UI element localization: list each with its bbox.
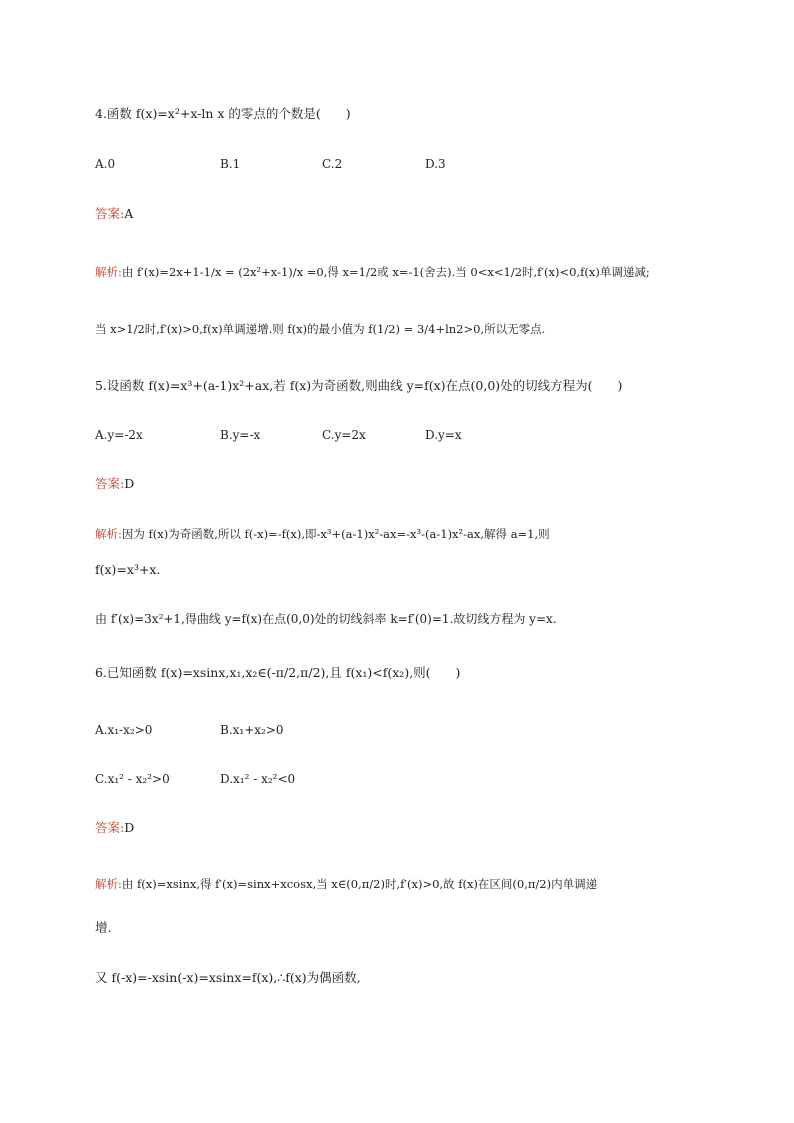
q6-analysis-1 xyxy=(95,876,597,892)
q5-stem: 5.设函数 f(x)=x³+(a-1)x²+ax,若 f(x)为奇函数,则曲线 y=f(x)在点(0,0)处的切线方程为( ) xyxy=(95,378,623,393)
q4-choice-c: C.2 xyxy=(322,157,343,171)
q4-choice-a: A.0 xyxy=(95,157,116,171)
q4-analysis-1 xyxy=(95,264,650,280)
q5-choice-c: C.y=2x xyxy=(322,428,366,442)
q6-choice-a: A.x₁-x₂>0 xyxy=(95,723,153,737)
answer-value: D xyxy=(124,476,135,491)
analysis-label: 解析: xyxy=(95,527,122,541)
analysis-label: 解析: xyxy=(95,877,122,891)
q4-analysis-2: 当 x>1/2时,f′(x)>0,f(x)单调递增.则 f(x)的最小值为 f(1/2) = 3/4+ln2>0,所以无零点. xyxy=(95,322,546,336)
q5-analysis-2: f(x)=x³+x. xyxy=(95,562,161,577)
analysis-label: 解析: xyxy=(95,265,122,279)
analysis-text: 由 f(x)=xsinx,得 f′(x)=sinx+xcosx,当 x∈(0,π/2)时,f′(x)>0,故 f(x)在区间(0,π/2)内单调递 xyxy=(121,877,598,891)
q4-answer xyxy=(95,206,133,222)
q5-answer xyxy=(95,476,134,492)
answer-label: 答案: xyxy=(95,206,125,221)
q5-analysis-1 xyxy=(95,526,550,542)
analysis-text: 由 f′(x)=2x+1-1/x = (2x²+x-1)/x =0,得 x=1/2或 x=-1(舍去).当 0<x<1/2时,f′(x)<0,f(x)单调递减; xyxy=(121,265,650,279)
q4-choice-d: D.3 xyxy=(425,157,446,171)
q5-choice-b: B.y=-x xyxy=(220,428,261,442)
q6-choice-b: B.x₁+x₂>0 xyxy=(220,723,284,737)
q6-analysis-3: 又 f(-x)=-xsin(-x)=xsinx=f(x),∴f(x)为偶函数, xyxy=(95,970,361,985)
q6-choice-d: D.x₁² - x₂²<0 xyxy=(220,772,296,786)
q6-stem: 6.已知函数 f(x)=xsinx,x₁,x₂∈(-π/2,π/2),且 f(x₁)<f(x₂),则( ) xyxy=(95,665,461,680)
q4-stem: 4.函数 f(x)=x²+x-ln x 的零点的个数是( ) xyxy=(95,106,351,121)
answer-value: A xyxy=(124,206,134,221)
answer-label: 答案: xyxy=(95,820,125,835)
q4-choice-b: B.1 xyxy=(220,157,241,171)
q6-answer xyxy=(95,820,134,836)
q5-choice-d: D.y=x xyxy=(425,428,462,442)
answer-label: 答案: xyxy=(95,476,125,491)
analysis-text: 因为 f(x)为奇函数,所以 f(-x)=-f(x),即-x³+(a-1)x²-ax=-x³-(a-1)x²-ax,解得 a=1,则 xyxy=(121,527,550,541)
q6-choice-c: C.x₁² - x₂²>0 xyxy=(95,772,170,786)
q6-analysis-2: 增. xyxy=(95,920,112,935)
q5-choice-a: A.y=-2x xyxy=(95,428,143,442)
answer-value: D xyxy=(124,820,135,835)
q5-analysis-3: 由 f′(x)=3x²+1,得曲线 y=f(x)在点(0,0)处的切线斜率 k=f′(0)=1.故切线方程为 y=x. xyxy=(95,612,557,626)
